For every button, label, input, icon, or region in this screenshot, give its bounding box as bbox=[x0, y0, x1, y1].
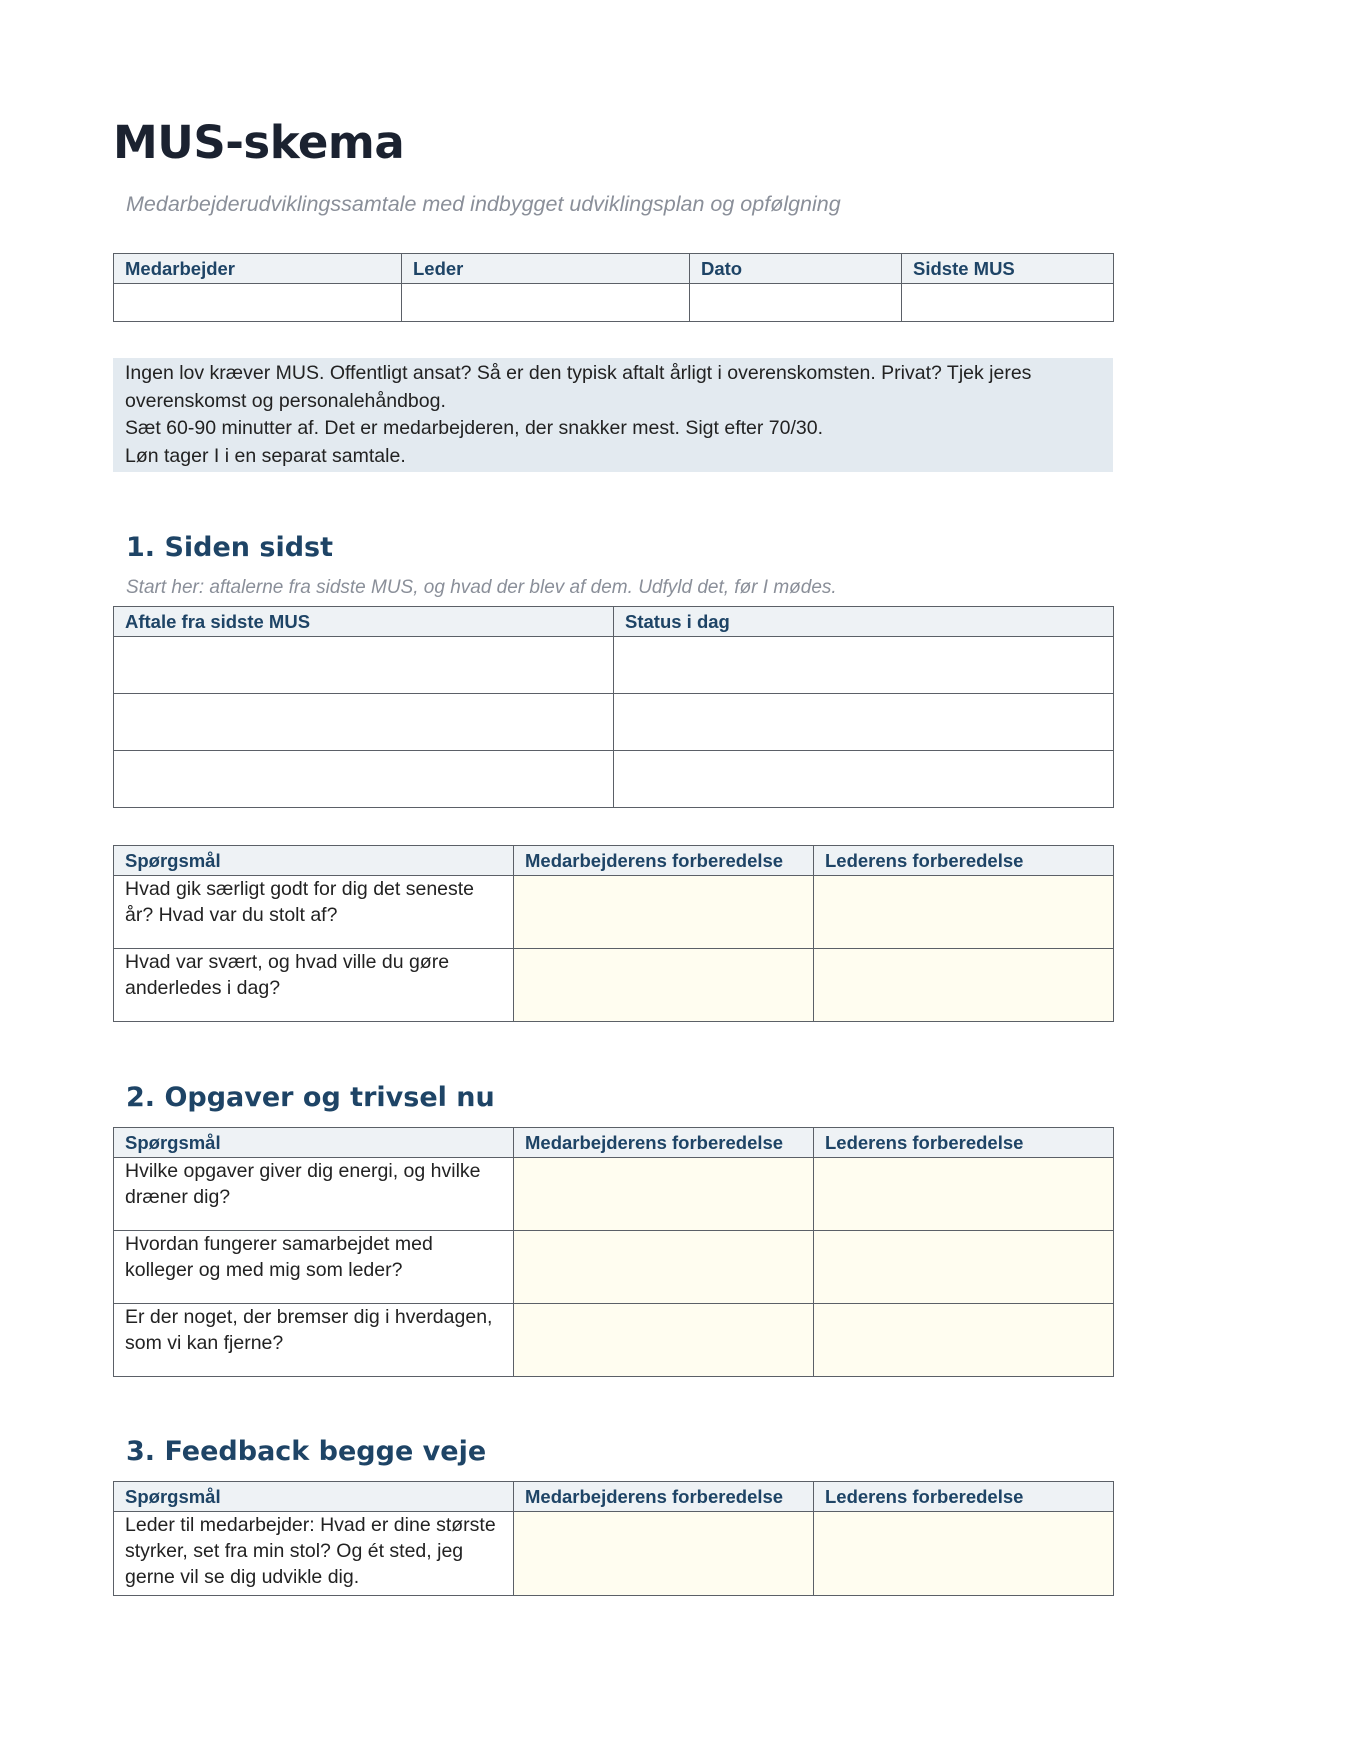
status-cell[interactable] bbox=[614, 751, 1114, 808]
table-row bbox=[114, 694, 1114, 751]
info-box bbox=[113, 358, 1113, 472]
info-line: Løn tager I i en separat samtale. bbox=[125, 444, 406, 467]
column-header: Dato bbox=[690, 254, 902, 284]
table-header-row bbox=[114, 607, 1114, 637]
questions-table bbox=[113, 845, 1114, 1022]
questions-table bbox=[113, 1127, 1114, 1377]
employee-prep-cell[interactable] bbox=[514, 1304, 814, 1377]
table-row bbox=[114, 1231, 1114, 1304]
info-line: Ingen lov kræver MUS. Offentligt ansat? Så er den typisk aftalt årligt i overenskomsten. Privat? Tjek jeres overenskomst og personalehåndbog. bbox=[125, 362, 1032, 412]
table-row bbox=[114, 1304, 1114, 1377]
table-row bbox=[114, 1512, 1114, 1596]
table-row bbox=[114, 284, 1114, 322]
table-header-row bbox=[114, 846, 1114, 876]
leader-prep-cell[interactable] bbox=[814, 949, 1114, 1022]
leader-field[interactable] bbox=[402, 284, 690, 322]
column-header: Medarbejderens forberedelse bbox=[514, 1128, 814, 1158]
column-header: Lederens forberedelse bbox=[814, 1482, 1114, 1512]
question-cell: Er der noget, der bremser dig i hverdagen, som vi kan fjerne? bbox=[114, 1304, 514, 1377]
question-cell: Hvad gik særligt godt for dig det seneste år? Hvad var du stolt af? bbox=[114, 876, 514, 949]
agreement-cell[interactable] bbox=[114, 694, 614, 751]
question-cell: Hvordan fungerer samarbejdet med kolleger og med mig som leder? bbox=[114, 1231, 514, 1304]
leader-prep-cell[interactable] bbox=[814, 1158, 1114, 1231]
section-hint: Start her: aftalerne fra sidste MUS, og hvad der blev af dem. Udfyld det, før I mødes. bbox=[126, 577, 837, 598]
leader-prep-cell[interactable] bbox=[814, 1512, 1114, 1596]
status-cell[interactable] bbox=[614, 694, 1114, 751]
question-cell: Hvilke opgaver giver dig energi, og hvilke dræner dig? bbox=[114, 1158, 514, 1231]
agreement-cell[interactable] bbox=[114, 751, 614, 808]
table-header-row bbox=[114, 1128, 1114, 1158]
table-row bbox=[114, 1158, 1114, 1231]
column-header: Spørgsmål bbox=[114, 1128, 514, 1158]
questions-table bbox=[113, 1481, 1114, 1596]
section-heading: 2. Opgaver og trivsel nu bbox=[126, 1082, 495, 1113]
column-header: Sidste MUS bbox=[902, 254, 1114, 284]
info-line: Sæt 60-90 minutter af. Det er medarbejderen, der snakker mest. Sigt efter 70/30. bbox=[125, 417, 824, 439]
leader-prep-cell[interactable] bbox=[814, 1231, 1114, 1304]
table-header-row bbox=[114, 1482, 1114, 1512]
column-header: Leder bbox=[402, 254, 690, 284]
column-header: Lederens forberedelse bbox=[814, 1128, 1114, 1158]
column-header: Spørgsmål bbox=[114, 1482, 514, 1512]
page-title: MUS-skema bbox=[113, 116, 405, 169]
employee-prep-cell[interactable] bbox=[514, 1512, 814, 1596]
table-row bbox=[114, 637, 1114, 694]
employee-prep-cell[interactable] bbox=[514, 876, 814, 949]
question-cell: Hvad var svært, og hvad ville du gøre anderledes i dag? bbox=[114, 949, 514, 1022]
question-cell: Leder til medarbejder: Hvad er dine største styrker, set fra min stol? Og ét sted, jeg gerne vil se dig udvikle dig. bbox=[114, 1512, 514, 1596]
employee-prep-cell[interactable] bbox=[514, 949, 814, 1022]
agreements-table bbox=[113, 606, 1114, 808]
status-cell[interactable] bbox=[614, 637, 1114, 694]
table-row bbox=[114, 751, 1114, 808]
page-subtitle: Medarbejderudviklingssamtale med indbygget udviklingsplan og opfølgning bbox=[126, 192, 841, 216]
column-header: Medarbejder bbox=[114, 254, 402, 284]
column-header: Medarbejderens forberedelse bbox=[514, 1482, 814, 1512]
column-header: Aftale fra sidste MUS bbox=[114, 607, 614, 637]
column-header: Medarbejderens forberedelse bbox=[514, 846, 814, 876]
agreement-cell[interactable] bbox=[114, 637, 614, 694]
column-header: Spørgsmål bbox=[114, 846, 514, 876]
employee-prep-cell[interactable] bbox=[514, 1158, 814, 1231]
employee-prep-cell[interactable] bbox=[514, 1231, 814, 1304]
section-heading: 3. Feedback begge veje bbox=[126, 1436, 487, 1467]
table-row bbox=[114, 876, 1114, 949]
column-header: Status i dag bbox=[614, 607, 1114, 637]
header-table bbox=[113, 253, 1114, 322]
last-mus-field[interactable] bbox=[902, 284, 1114, 322]
table-header-row bbox=[114, 254, 1114, 284]
leader-prep-cell[interactable] bbox=[814, 1304, 1114, 1377]
employee-field[interactable] bbox=[114, 284, 402, 322]
section-heading: 1. Siden sidst bbox=[126, 532, 334, 563]
column-header: Lederens forberedelse bbox=[814, 846, 1114, 876]
date-field[interactable] bbox=[690, 284, 902, 322]
table-row bbox=[114, 949, 1114, 1022]
leader-prep-cell[interactable] bbox=[814, 876, 1114, 949]
